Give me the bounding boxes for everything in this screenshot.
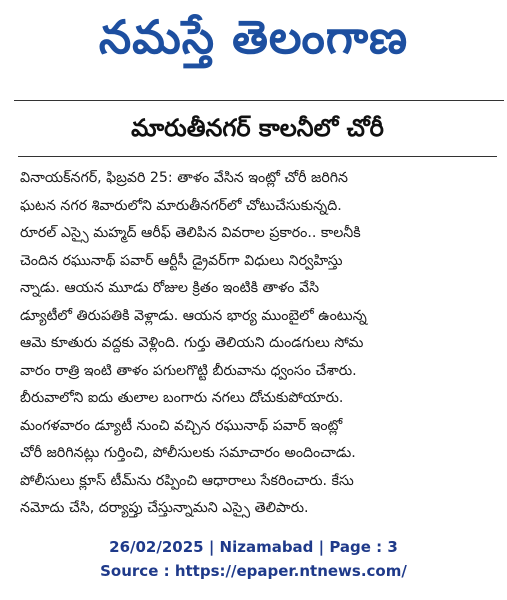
article-line: చోరీ జరిగినట్లు గుర్తించి, పోలీసులకు సమాచారం అందించాడు. (20, 445, 356, 461)
article-line: డ్యూటీలో తిరుపతికి వెళ్లాడు. ఆయన భార్య ముంబైలో ఉంటున్న (20, 307, 367, 324)
article-line: మంగళవారం డ్యూటీ నుంచి వచ్చిన రఘునాథ్ పవార్ ఇంట్లో (20, 417, 343, 434)
masthead-divider (14, 100, 504, 101)
article-line: పోలీసులు క్లూస్ టీమ్‌ను రప్పించి ఆధారాలు సేకరించారు. కేసు (20, 472, 354, 489)
article-line: బీరువాలోని ఐదు తులాల బంగారు నగలు దోచుకుపోయారు. (20, 390, 344, 406)
footer-date-edition: 26/02/2025 | Nizamabad | Page : 3 (109, 538, 398, 556)
article-clipping (14, 106, 501, 522)
masthead-title: నమస్తే తెలంగాణ (98, 10, 409, 64)
article-line: వినాయక్‌నగర్, ఫిబ్రవరి 25: తాళం వేసిన ఇంట్లో చోరీ జరిగిన (20, 170, 349, 186)
article-line: ఘటన నగర శివారులోని మారుతీనగర్‌లో చోటుచేసుకున్నది. (20, 197, 342, 214)
newspaper-masthead (0, 0, 507, 86)
footer-source-link[interactable]: Source : https://epaper.ntnews.com/ (100, 562, 407, 580)
article-body (20, 165, 495, 522)
article-line: నమోదు చేసి, దర్యాప్తు చేస్తున్నామని ఎస్సై తెలిపారు. (20, 500, 309, 516)
article-line: న్నాడు. ఆయన మూడు రోజుల క్రితం ఇంటికి తాళం వేసి (20, 280, 320, 296)
article-line: రూరల్ ఎస్సై మహ్మద్ ఆరీఫ్ తెలిపిన వివరాల ప్రకారం.. కాలనీకి (20, 225, 361, 241)
article-line: చెందిన రఘునాథ్ పవార్ ఆర్టీసీ డ్రైవర్‌గా విధులు నిర్వహిస్తు (20, 252, 343, 269)
article-line: ఆమె కూతురు వద్దకు వెళ్లింది. గుర్తు తెలియని దుండగులు సోమ (20, 335, 364, 351)
article-line: వారం రాత్రి ఇంటి తాళం పగులగొట్టి బీరువాను ధ్వంసం చేశారు. (20, 362, 357, 379)
article-headline: మారుతీనగర్ కాలనీలో చోరీ (18, 106, 497, 157)
